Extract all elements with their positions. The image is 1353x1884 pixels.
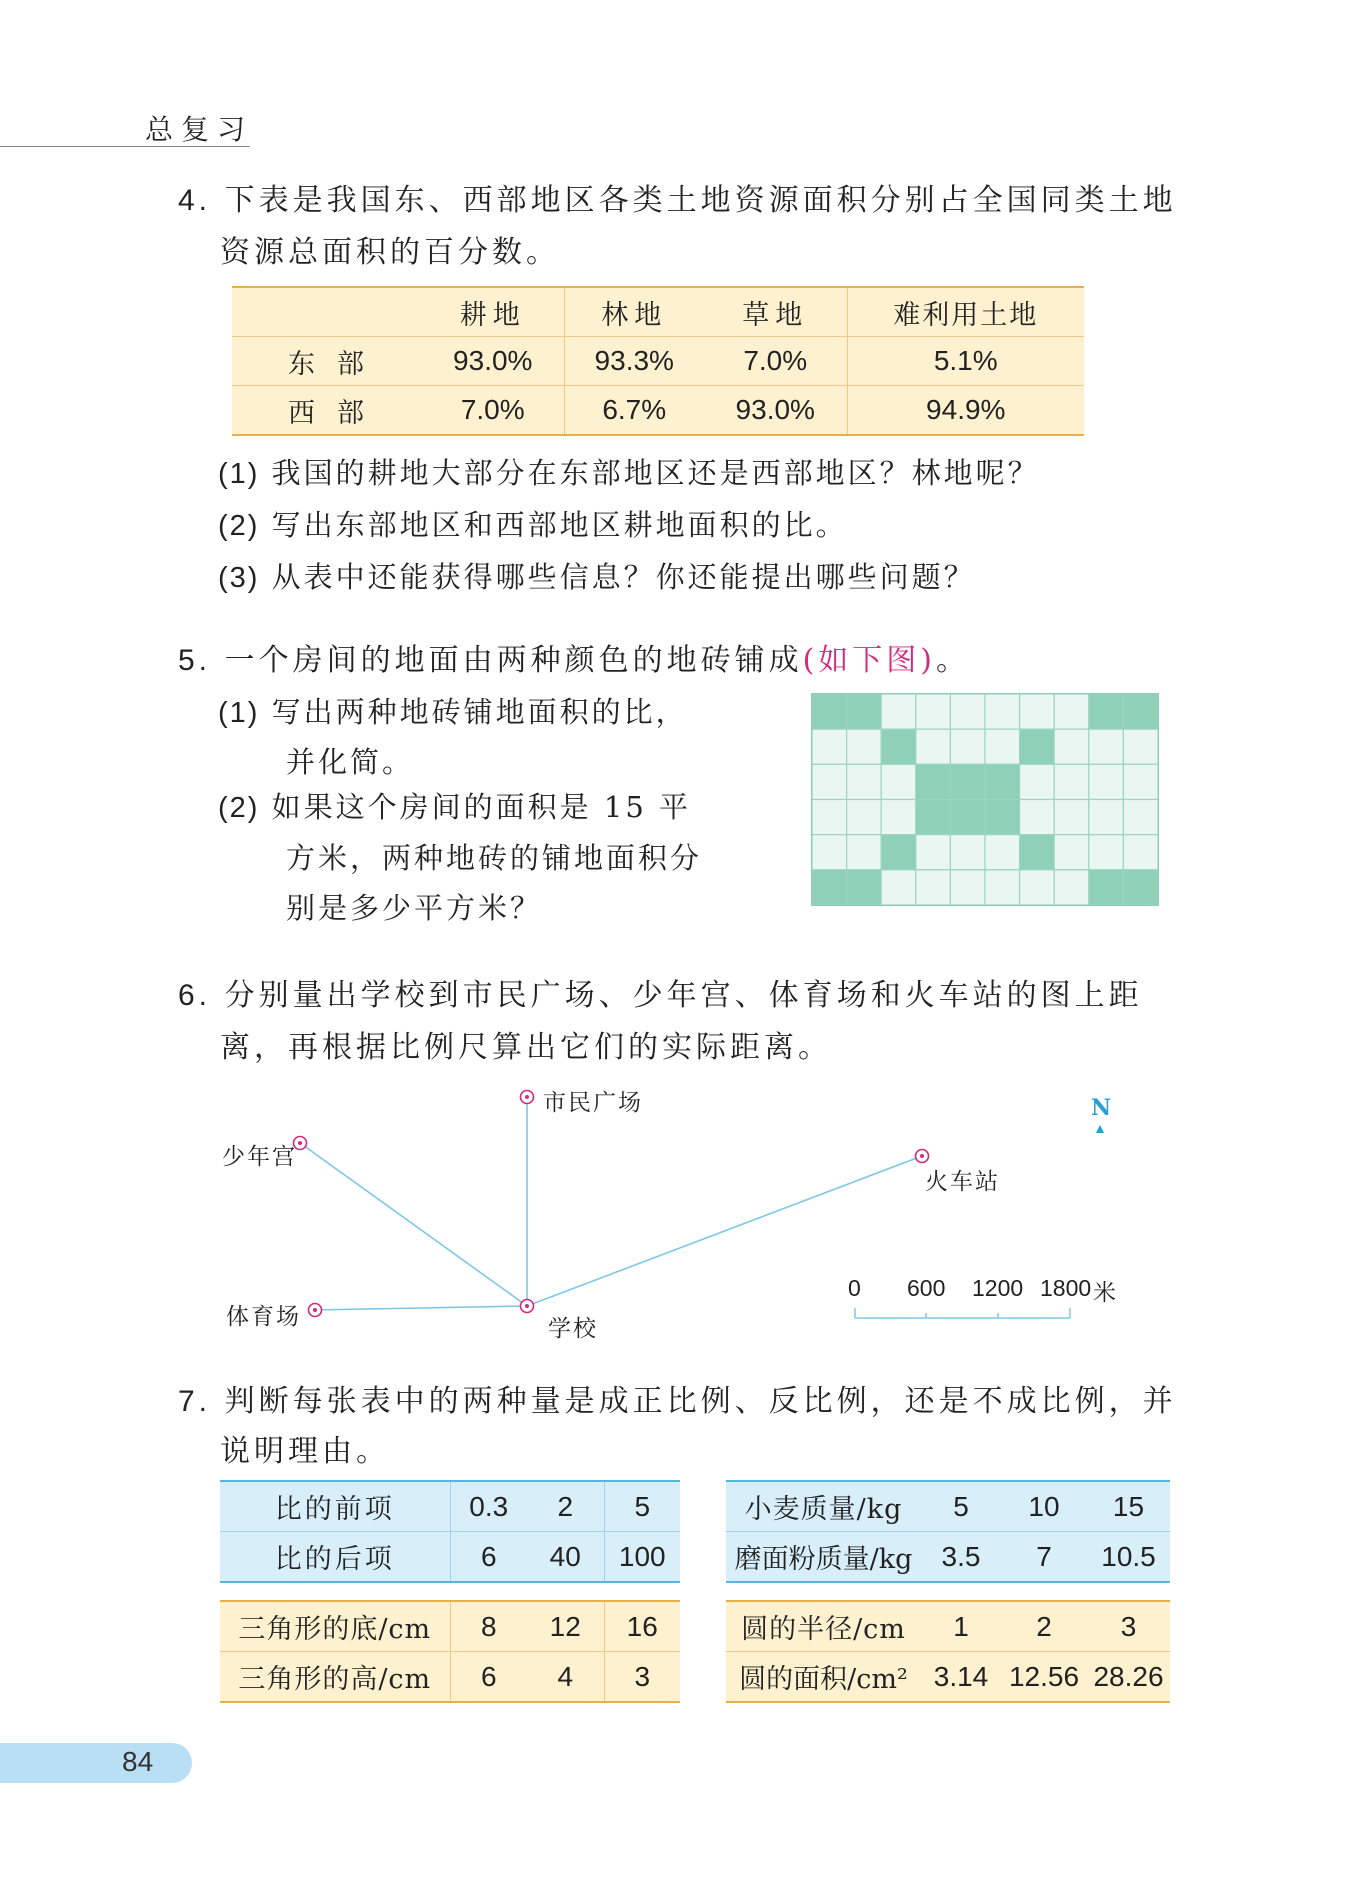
col-header: 林地 [601, 299, 668, 331]
tile-dark [950, 800, 985, 835]
table-cell: 6 [450, 1652, 527, 1703]
triangle-table [220, 1600, 680, 1703]
tile-light [1020, 870, 1055, 905]
school-map [0, 1080, 1353, 1360]
tile-light [1020, 694, 1055, 729]
q5-sub1-line1 [218, 692, 688, 733]
tile-light [847, 764, 882, 799]
tile-light [1020, 800, 1055, 835]
tile-light [881, 764, 916, 799]
tile-light [1054, 835, 1089, 870]
route-to-station [527, 1156, 922, 1306]
q5-line [178, 641, 970, 681]
tile-light [950, 835, 985, 870]
tile-light [950, 729, 985, 764]
label-school: 学校 [548, 1316, 598, 1342]
table-cell: 28.26 [1087, 1652, 1170, 1703]
tile-dark [916, 764, 951, 799]
q5-text: 一个房间的地面由两种颜色的地砖铺成 [224, 643, 803, 678]
marker-station [916, 1150, 929, 1163]
table-cell: 5 [604, 1481, 680, 1532]
table-row [726, 1601, 1170, 1652]
q6-text-1: 分别量出学校到市民广场、少年宫、体育场和火车站的图上距 [224, 978, 1143, 1013]
tile-dark [812, 870, 847, 905]
table-cell: 5.1% [847, 337, 1084, 386]
tile-dark [916, 800, 951, 835]
route-to-stadium [315, 1306, 527, 1310]
tile-light [1123, 835, 1158, 870]
row-label: 小麦质量/kg [744, 1494, 903, 1525]
header-divider [0, 146, 250, 147]
row-label: 比的后项 [220, 1532, 450, 1583]
table-cell: 7.0% [422, 386, 564, 436]
marker-plaza [521, 1091, 534, 1104]
tile-dark [950, 764, 985, 799]
q4-sub3 [218, 557, 976, 598]
tile-light [985, 694, 1020, 729]
tile-dark [881, 729, 916, 764]
tile-light [916, 835, 951, 870]
tile-dark [1089, 694, 1124, 729]
table-cell: 40 [527, 1532, 604, 1583]
table-cell: 0.3 [469, 1490, 509, 1522]
sub-text: 如果这个房间的面积是 15 平 [271, 790, 692, 824]
row-label: 圆的半径/cm [741, 1614, 906, 1645]
tile-light [916, 694, 951, 729]
tile-light [1089, 800, 1124, 835]
table-cell: 4 [527, 1652, 604, 1703]
tile-light [812, 764, 847, 799]
tile-light [1054, 764, 1089, 799]
table-cell: 7.0% [704, 337, 847, 386]
tile-light [881, 800, 916, 835]
tile-light [847, 800, 882, 835]
route-lines [300, 1097, 922, 1310]
table-cell: 15 [1112, 1490, 1145, 1522]
section-title: 总复习 [145, 113, 254, 146]
tile-dark [1020, 835, 1055, 870]
q4-number: 4. [178, 184, 212, 217]
q4-text-1: 下表是我国东、西部地区各类土地资源面积分别占全国同类土地 [224, 183, 1177, 218]
scale-tick-600: 600 [907, 1275, 946, 1301]
tile-dark [1123, 870, 1158, 905]
north-arrow-icon [1096, 1125, 1104, 1133]
tile-light [1054, 694, 1089, 729]
figure-reference: (如下图) [802, 643, 936, 678]
tile-light [1020, 764, 1055, 799]
q7-text-1: 判断每张表中的两种量是成正比例、反比例，还是不成比例，并 [224, 1384, 1177, 1419]
sub-text: 从表中还能获得哪些信息？你还能提出哪些问题？ [271, 560, 976, 594]
tile-dark [985, 764, 1020, 799]
label-stadium: 体育场 [226, 1304, 301, 1330]
tile-dark [985, 800, 1020, 835]
q5-number: 5. [178, 644, 212, 677]
col-header: 草地 [704, 287, 847, 337]
tile-light [1123, 800, 1158, 835]
page-number: 84 [122, 1746, 154, 1777]
sub-text: 写出东部地区和西部地区耕地面积的比。 [271, 508, 848, 542]
wheat-flour-table [726, 1480, 1170, 1583]
table-cell: 6.7% [564, 386, 704, 436]
tile-dark [1089, 870, 1124, 905]
tile-light [985, 729, 1020, 764]
table-row [726, 1532, 1170, 1583]
table-cell: 93.0% [704, 386, 847, 436]
table-cell: 8 [480, 1610, 497, 1642]
tile-dark [1123, 694, 1158, 729]
table-cell: 93.0% [422, 337, 564, 386]
circle-table [726, 1600, 1170, 1703]
table-cell: 7 [1001, 1532, 1087, 1583]
land-resource-table [232, 286, 1084, 436]
q5-sub1-line2: 并化简。 [286, 745, 415, 779]
scale-unit: 米 [1093, 1280, 1116, 1306]
marker-school [521, 1300, 534, 1313]
tile-light [812, 835, 847, 870]
table-cell: 12.56 [1001, 1652, 1087, 1703]
q4-line1 [178, 181, 1177, 221]
sub-text: 写出两种地砖铺地面积的比， [271, 695, 688, 729]
q4-sub1 [218, 453, 1040, 494]
table-cell: 3 [604, 1652, 680, 1703]
table-cell: 2 [1036, 1610, 1052, 1642]
q4-sub2 [218, 505, 848, 546]
tile-light [847, 835, 882, 870]
tile-dark [1020, 729, 1055, 764]
tile-light [1054, 800, 1089, 835]
tile-light [812, 800, 847, 835]
row-label: 三角形的高/cm [220, 1652, 450, 1703]
scale-tick-1200: 1200 [972, 1275, 1024, 1301]
q6-number: 6. [178, 979, 212, 1012]
table-row [232, 386, 1084, 436]
row-header: 东部 [232, 337, 422, 386]
row-label: 磨面粉质量/kg [726, 1532, 921, 1583]
label-youth-palace: 少年宫 [222, 1144, 297, 1170]
location-markers [294, 1091, 929, 1317]
col-header: 耕地 [422, 287, 564, 337]
q5-sub2-line1 [218, 787, 691, 828]
tile-dark [847, 694, 882, 729]
row-header: 西部 [232, 386, 422, 436]
tile-light [916, 729, 951, 764]
table-cell: 3.14 [921, 1652, 1001, 1703]
table-cell: 94.9% [847, 386, 1084, 436]
table-row [726, 1652, 1170, 1703]
table-corner [232, 287, 422, 337]
tile-dark [881, 835, 916, 870]
table-cell: 93.3% [564, 337, 704, 386]
sub-number: (3) [218, 562, 260, 594]
table-cell: 3 [1120, 1610, 1137, 1642]
tile-light [812, 729, 847, 764]
q5-sub2-line2: 方米，两种地砖的铺地面积分 [286, 841, 703, 875]
table-row [220, 1652, 680, 1703]
table-cell: 100 [604, 1532, 680, 1583]
north-arrow [1096, 1125, 1104, 1133]
tile-light [1123, 764, 1158, 799]
table-row [220, 1601, 680, 1652]
table-cell: 1 [953, 1610, 969, 1642]
tile-dark [812, 694, 847, 729]
ratio-terms-table [220, 1480, 680, 1583]
tile-light [985, 870, 1020, 905]
table-row [220, 1532, 680, 1583]
tile-light [950, 870, 985, 905]
tile-dark [847, 870, 882, 905]
q6-line2: 离，再根据比例尺算出它们的实际距离。 [220, 1030, 832, 1065]
q5-sub2-line3: 别是多少平方米？ [286, 891, 543, 925]
table-row [220, 1481, 680, 1532]
table-cell: 16 [604, 1601, 680, 1652]
q5-period: 。 [936, 643, 970, 678]
scale-bar [855, 1308, 1070, 1318]
table-cell: 3.5 [921, 1532, 1001, 1583]
table-row [726, 1481, 1170, 1532]
table-cell: 12 [549, 1610, 581, 1642]
table-cell: 6 [450, 1532, 527, 1583]
sub-number: (1) [218, 697, 260, 729]
tile-light [1089, 729, 1124, 764]
page-number-badge [0, 1743, 192, 1783]
tile-light [1123, 729, 1158, 764]
sub-text: 我国的耕地大部分在东部地区还是西部地区？林地呢？ [271, 456, 1040, 490]
tile-light [881, 694, 916, 729]
tile-light [950, 694, 985, 729]
row-label: 圆的面积/cm² [726, 1652, 921, 1703]
north-label: N [1091, 1095, 1112, 1121]
sub-number: (2) [218, 510, 260, 542]
q6-line1 [178, 976, 1143, 1016]
route-to-youth-palace [300, 1143, 527, 1306]
sub-number: (1) [218, 458, 260, 490]
q4-line2: 资源总面积的百分数。 [220, 235, 560, 270]
table-cell: 2 [557, 1490, 574, 1522]
scale-tick-1800: 1800 [1040, 1275, 1092, 1301]
sub-number: (2) [218, 792, 260, 824]
scale-tick-0: 0 [848, 1275, 861, 1301]
row-label: 比的前项 [220, 1481, 450, 1532]
tile-light [881, 870, 916, 905]
label-plaza: 市民广场 [543, 1090, 643, 1116]
table-cell: 10.5 [1087, 1532, 1170, 1583]
label-station: 火车站 [925, 1169, 1000, 1195]
table-header-row [232, 287, 1084, 337]
marker-stadium [309, 1304, 322, 1317]
table-cell: 10 [1028, 1490, 1060, 1522]
q7-line1 [178, 1382, 1177, 1422]
tile-light [1089, 764, 1124, 799]
tile-light [1054, 870, 1089, 905]
floor-tile-grid [811, 693, 1159, 906]
q7-line2: 说明理由。 [220, 1434, 390, 1469]
tile-light [1089, 835, 1124, 870]
row-label: 三角形的底/cm [220, 1601, 450, 1652]
tile-light [985, 835, 1020, 870]
table-row [232, 337, 1084, 386]
tile-light [1054, 729, 1089, 764]
q7-number: 7. [178, 1385, 212, 1418]
tile-light [916, 870, 951, 905]
table-cell: 5 [953, 1490, 969, 1522]
tile-light [847, 729, 882, 764]
col-header: 难利用土地 [893, 299, 1039, 331]
